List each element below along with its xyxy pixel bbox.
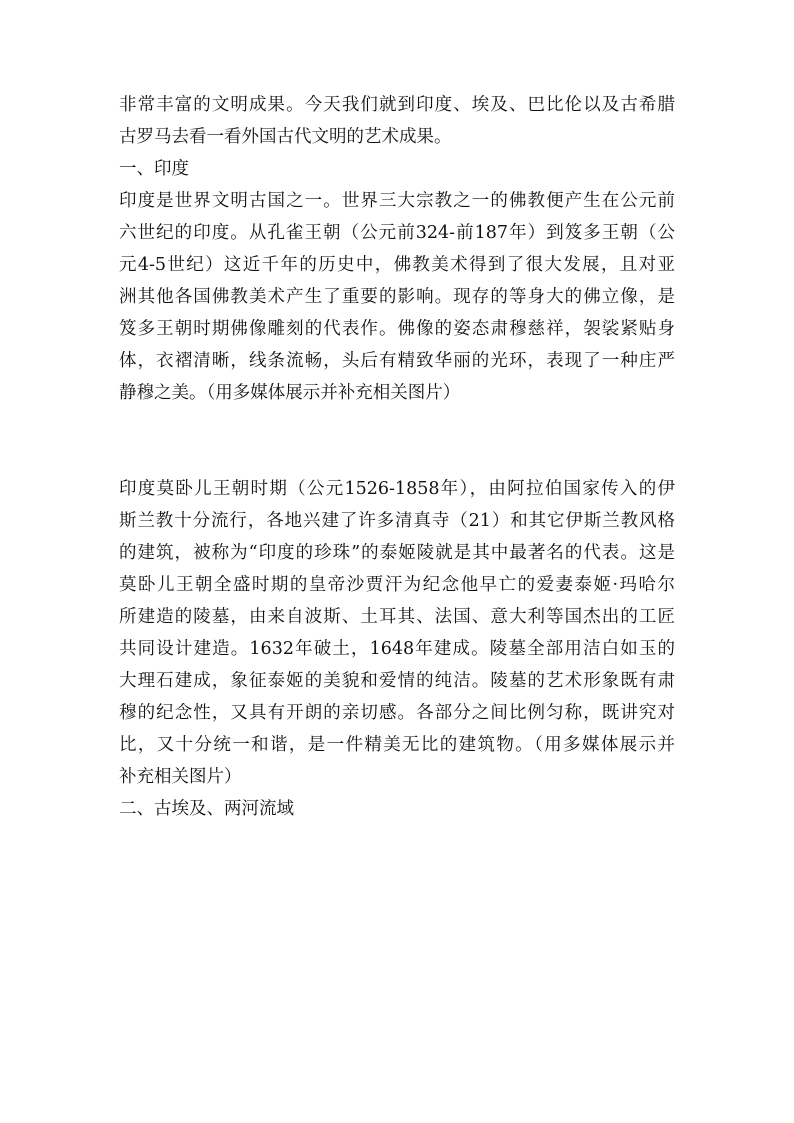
text-line: 比，又十分统一和谐，是一件精美无比的建筑物。（用多媒体展示并 (119, 735, 675, 755)
document-body (119, 89, 675, 825)
text-line: 的建筑，被称为“印度的珍珠”的泰姬陵就是其中最著名的代表。这是 (119, 543, 675, 563)
text-line: 穆的纪念性，又具有开朗的亲切感。各部分之间比例匀称，既讲究对 (119, 703, 675, 723)
text-line: 六世纪的印度。从孔雀王朝（公元前324-前187年）到笈多王朝（公 (119, 223, 675, 243)
text-line: 笈多王朝时期佛像雕刻的代表作。佛像的姿态肃穆慈祥，袈裟紧贴身 (119, 319, 675, 339)
paragraph-gap (119, 409, 675, 473)
section-heading-india: 一、印度 (119, 159, 189, 179)
text-line: 共同设计建造。1632年破土，1648年建成。陵墓全部用洁白如玉的 (119, 639, 675, 659)
text-line: 印度莫卧儿王朝时期（公元1526-1858年），由阿拉伯国家传入的伊 (119, 479, 675, 499)
text-line: 补充相关图片） (119, 767, 242, 787)
text-line: 非常丰富的文明成果。今天我们就到印度、埃及、巴比伦以及古希腊 (119, 95, 675, 115)
text-line: 斯兰教十分流行，各地兴建了许多清真寺（21）和其它伊斯兰教风格 (119, 511, 675, 531)
text-line: 元4-5世纪）这近千年的历史中，佛教美术得到了很大发展，且对亚 (119, 255, 675, 275)
text-line: 静穆之美。（用多媒体展示并补充相关图片） (119, 383, 461, 403)
text-line: 洲其他各国佛教美术产生了重要的影响。现存的等身大的佛立像，是 (119, 287, 675, 307)
text-line: 印度是世界文明古国之一。世界三大宗教之一的佛教便产生在公元前 (119, 191, 675, 211)
section-heading-egypt: 二、古埃及、两河流域 (119, 799, 294, 819)
text-line: 大理石建成，象征泰姬的美貌和爱情的纯洁。陵墓的艺术形象既有肃 (119, 671, 675, 691)
text-line: 莫卧儿王朝全盛时期的皇帝沙贾汗为纪念他早亡的爱妻泰姬·玛哈尔 (119, 575, 675, 595)
text-line: 所建造的陵墓，由来自波斯、土耳其、法国、意大利等国杰出的工匠 (119, 607, 675, 627)
text-line: 古罗马去看一看外国古代文明的艺术成果。 (119, 127, 452, 147)
text-line: 体，衣褶清晰，线条流畅，头后有精致华丽的光环，表现了一种庄严 (119, 351, 675, 371)
